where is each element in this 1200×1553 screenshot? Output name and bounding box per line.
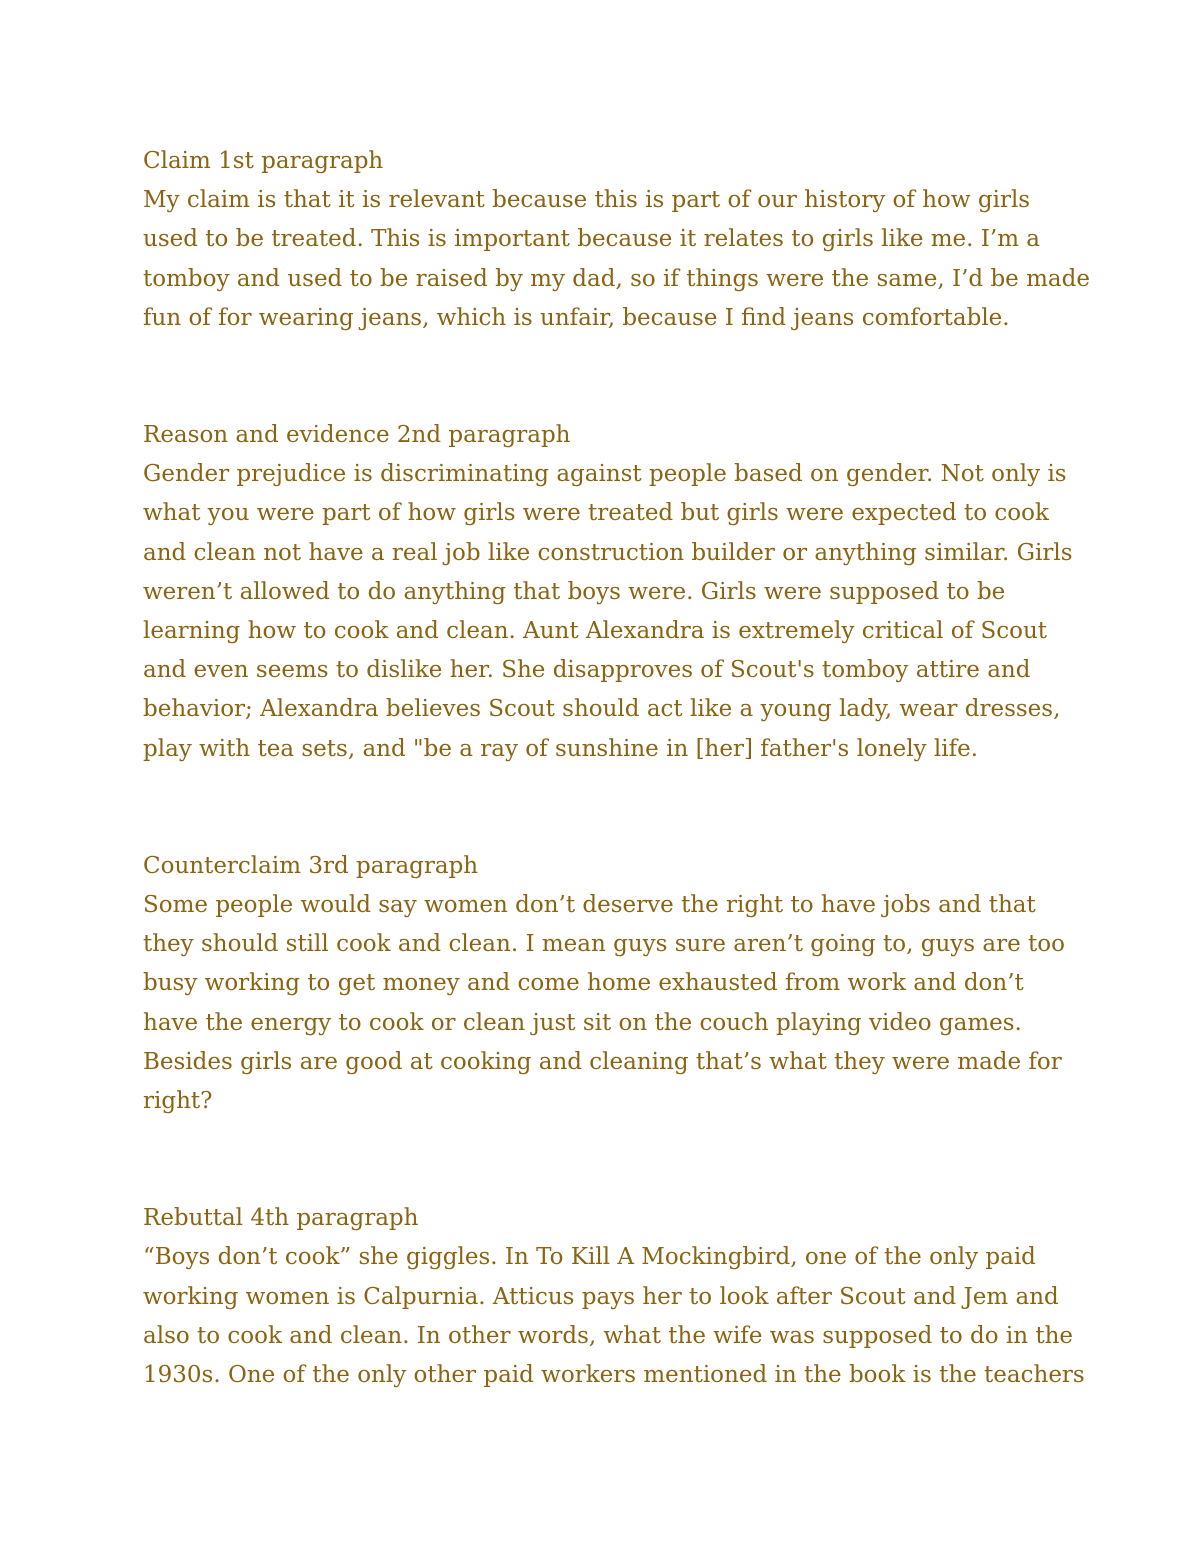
text-line: and even seems to dislike her. She disapproves of Scout's tomboy attire and <box>143 657 1031 684</box>
text-line: fun of for wearing jeans, which is unfair, because I find jeans comfortable. <box>143 304 1010 331</box>
text-line: “Boys don’t cook” she giggles. In To Kill A Mockingbird, one of the only paid <box>143 1244 1036 1271</box>
text-line: Some people would say women don’t deserve the right to have jobs and that <box>143 892 1036 919</box>
text-line: Gender prejudice is discriminating against people based on gender. Not only is <box>143 461 1067 488</box>
section-rebuttal <box>143 1199 1085 1395</box>
document-body <box>143 142 1090 1395</box>
section-paragraph <box>143 181 1090 338</box>
text-line: and clean not have a real job like construction builder or anything similar. Girls <box>143 539 1073 566</box>
text-line: have the energy to cook or clean just sit on the couch playing video games. <box>143 1009 1022 1036</box>
text-line: play with tea sets, and "be a ray of sunshine in [her] father's lonely life. <box>143 735 979 762</box>
section-heading: Claim 1st paragraph <box>143 148 384 174</box>
text-line: used to be treated. This is important because it relates to girls like me. I’m a <box>143 226 1041 253</box>
text-line: behavior; Alexandra believes Scout should act like a young lady, wear dresses, <box>143 696 1061 723</box>
text-line: weren’t allowed to do anything that boys were. Girls were supposed to be <box>143 578 1006 605</box>
text-line: also to cook and clean. In other words, what the wife was supposed to do in the <box>143 1322 1074 1349</box>
text-line: learning how to cook and clean. Aunt Alexandra is extremely critical of Scout <box>143 618 1048 645</box>
section-counterclaim <box>143 847 1063 1121</box>
text-line: they should still cook and clean. I mean guys sure aren’t going to, guys are too <box>143 931 1065 958</box>
section-heading: Counterclaim 3rd paragraph <box>143 852 479 879</box>
text-line: working women is Calpurnia. Atticus pays her to look after Scout and Jem and <box>143 1283 1059 1310</box>
section-heading: Reason and evidence 2nd paragraph <box>143 422 571 449</box>
text-line: right? <box>143 1088 213 1115</box>
section-paragraph <box>143 886 1063 1121</box>
section-heading: Rebuttal 4th paragraph <box>143 1205 419 1232</box>
text-line: what you were part of how girls were treated but girls were expected to cook <box>143 500 1049 527</box>
text-line: My claim is that it is relevant because this is part of our history of how girls <box>143 187 1031 214</box>
section-claim <box>143 142 1090 338</box>
section-paragraph <box>143 455 1073 769</box>
section-paragraph <box>143 1238 1085 1395</box>
text-line: busy working to get money and come home exhausted from work and don’t <box>143 970 1024 997</box>
text-line: 1930s. One of the only other paid workers mentioned in the book is the teachers <box>143 1362 1085 1389</box>
text-line: tomboy and used to be raised by my dad, so if things were the same, I’d be made <box>143 265 1090 292</box>
text-line: Besides girls are good at cooking and cleaning that’s what they were made for <box>143 1048 1062 1075</box>
section-reason-evidence <box>143 416 1073 769</box>
